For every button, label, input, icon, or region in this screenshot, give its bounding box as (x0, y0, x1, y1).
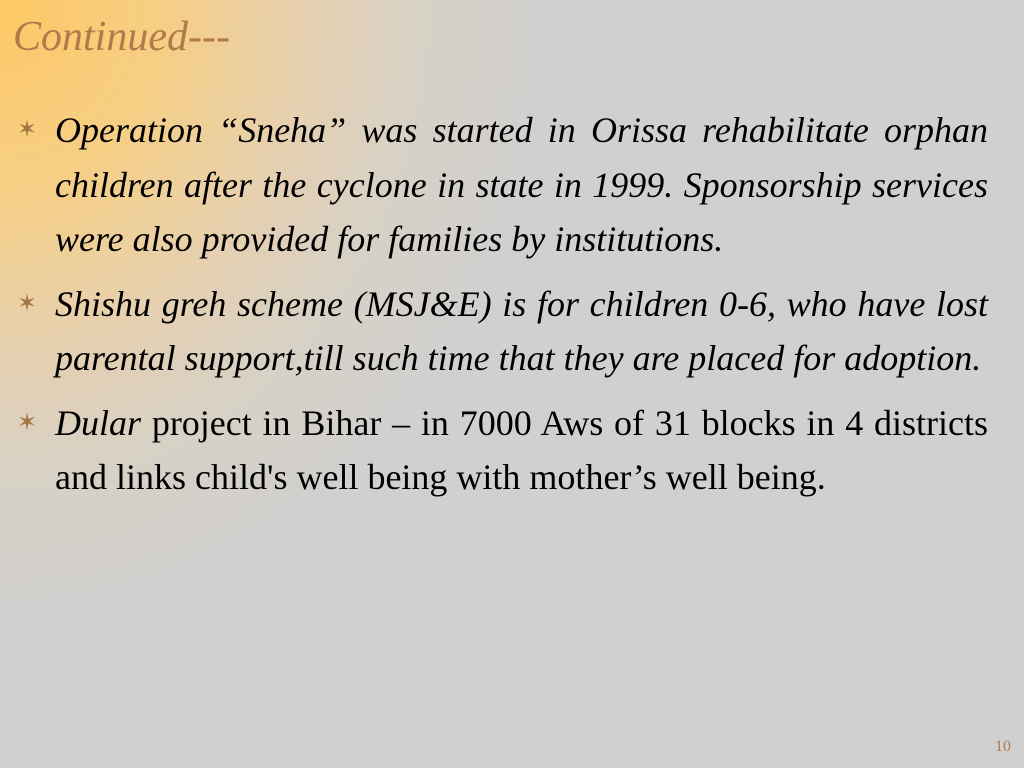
slide-title: Continued--- (13, 14, 230, 60)
bullet-item-dular (0, 396, 988, 505)
bullet-text: Shishu greh scheme (MSJ&E) is for children 0-6, who have lost parental support,till such time that they are placed for adoption. (55, 283, 988, 378)
bullet-item-shishu-greh (0, 277, 988, 386)
bullet-text: Operation “Sneha” was started in Orissa rehabilitate orphan children after the cyclone in state in 1999. Sponsorship services were also provided for families by institutions. (55, 110, 988, 259)
star-bullet-icon: ✶ (17, 290, 38, 317)
star-bullet-icon: ✶ (17, 117, 38, 143)
star-bullet-icon: ✶ (17, 409, 38, 436)
bullet-list (0, 103, 988, 515)
page-number: 10 (995, 738, 1011, 755)
bullet-lead-term: Dular (55, 402, 142, 443)
bullet-item-operation-sneha (0, 103, 988, 267)
bullet-text: project in Bihar – in 7000 Aws of 31 blocks in 4 districts and links child's well being with mother’s well being. (55, 402, 988, 497)
